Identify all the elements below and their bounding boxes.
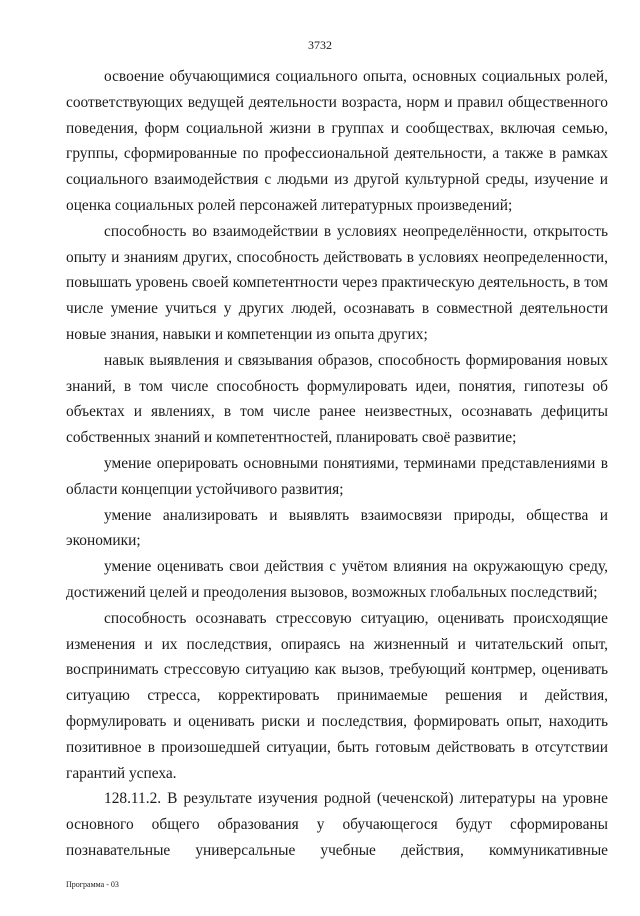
footer-program-label: Программа - 03 [66,880,119,889]
page-number: 3732 [308,38,332,52]
paragraph-interconnections: умение анализировать и выявлять взаимосвязи природы, общества и экономики; [66,506,608,550]
paragraph-sustainable-concepts: умение оперировать основными понятиями, терминами представлениями в области концепции устойчивого развития; [66,454,608,498]
document-body [66,64,608,864]
paragraph-social-experience: освоение обучающимися социального опыта, основных социальных ролей, соответствующих ведущей деятельности возраста, норм и правил общественного поведения, форм социальной жизни в группах и сообществах, включая семью, группы, сформированные по профессиональной деятельности, а также в рамках социального взаимодействия с людьми из другой культурной среды, изучение и оценка социальных ролей персонажей литературных произведений; [66,68,608,214]
paragraph-environment-impact: умение оценивать свои действия с учётом влияния на окружающую среду, достижений целей и преодоления вызовов, возможных глобальных последствий; [66,558,608,601]
paragraph-section-128-11-2: 128.11.2. В результате изучения родной (чеченской) литературы на уровне основного общего образования у обучающегося будут сформированы познавательные универсальные учебные действия, коммуникативные [66,790,608,859]
paragraph-uncertainty: способность во взаимодействии в условиях неопределённости, открытость опыту и знаниям других, способность действовать в условиях неопределенности, повышать уровень своей компетентности через практическую деятельность, в том числе умение учиться у других людей, осознавать в совместной деятельности новые знания, навыки и компетенции из опыта других; [66,222,608,343]
paragraph-image-linking: навык выявления и связывания образов, способность формирования новых знаний, в том числе способность формулировать идеи, понятия, гипотезы об объектах и явлениях, в том числе ранее неизвестных, осознавать дефициты собственных знаний и компетентностей, планировать своё развитие; [66,351,608,447]
paragraph-stress-situation: способность осознавать стрессовую ситуацию, оценивать происходящие изменения и их последствия, опираясь на жизненный и читательский опыт, воспринимать стрессовую ситуацию как вызов, требующий контрмер, оценивать ситуацию стресса, корректировать принимаемые решения и действия, формулировать и оценивать риски и последствия, формировать опыт, находить позитивное в произошедшей ситуации, быть готовым действовать в отсутствии гарантий успеха. [66,609,608,782]
